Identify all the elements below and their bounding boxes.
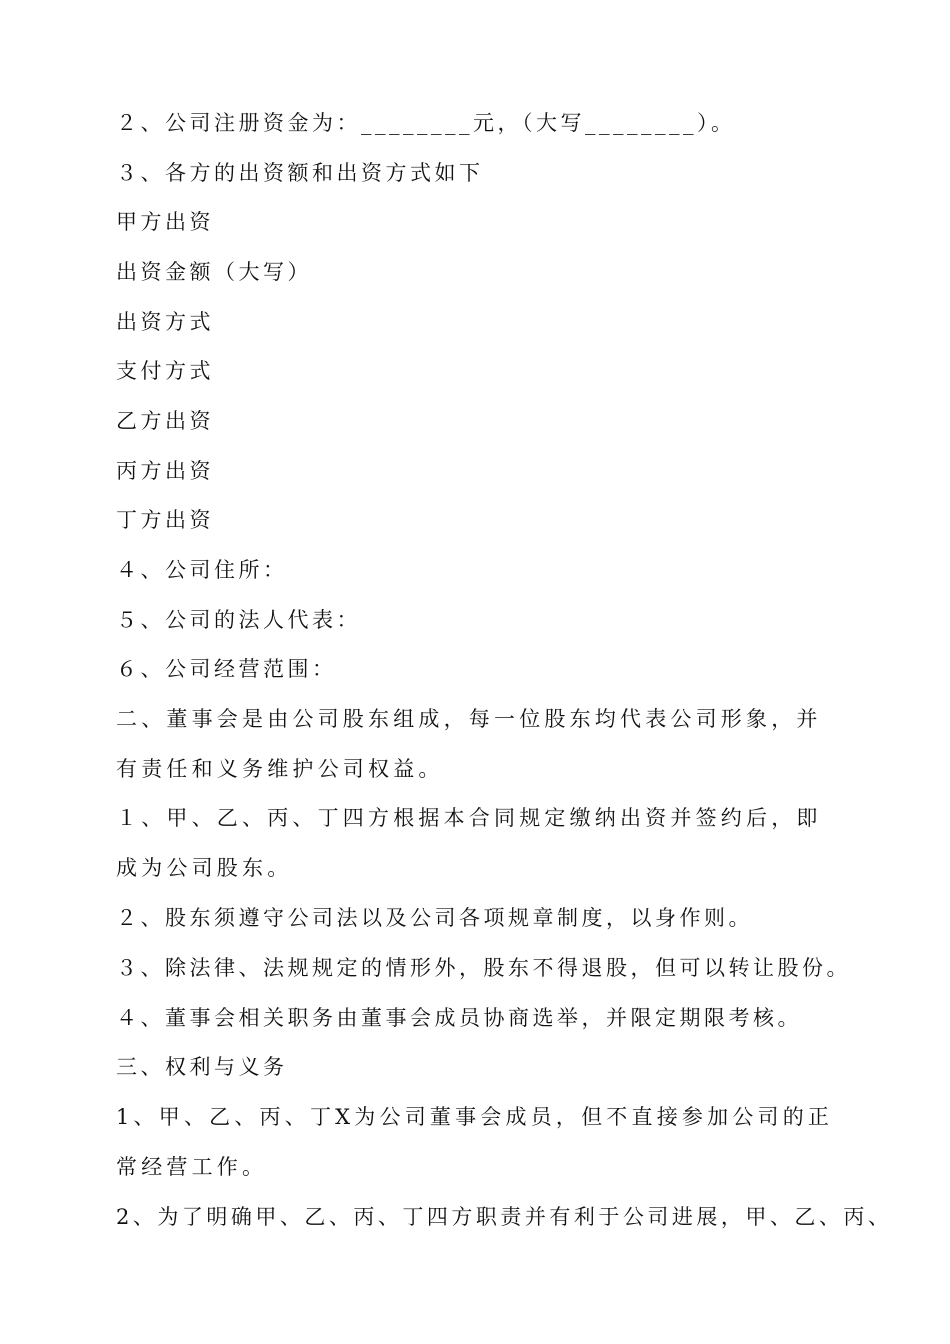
clause-board-election: ４、董事会相关职务由董事会成员协商选举，并限定期限考核。 <box>116 1006 802 1030</box>
payment-method-label: 支付方式 <box>116 359 214 383</box>
clause-contribution-method: ３、各方的出资额和出资方式如下 <box>116 161 484 185</box>
clause-shareholder-compliance: ２、股东须遵守公司法以及公司各项规章制度，以身作则。 <box>116 906 753 930</box>
clause-responsibilities: 2、为了明确甲、乙、丙、丁四方职责并有利于公司进展，甲、乙、丙、 <box>116 1205 893 1229</box>
section-two-board: 二、董事会是由公司股东组成，每一位股东均代表公司形象，并有责任和义务维护公司权益。 <box>116 707 822 781</box>
section-three-rights: 三、权利与义务 <box>116 1055 288 1079</box>
contribution-amount-label: 出资金额（大写） <box>116 260 312 284</box>
clause-legal-representative: ５、公司的法人代表： <box>116 608 361 632</box>
party-b-contribution: 乙方出资 <box>116 409 214 433</box>
clause-shareholder-eligibility: １、甲、乙、丙、丁四方根据本合同规定缴纳出资并签约后，即成为公司股东。 <box>116 806 822 880</box>
clause-business-scope: ６、公司经营范围： <box>116 657 337 681</box>
clause-share-withdrawal: ３、除法律、法规规定的情形外，股东不得退股，但可以转让股份。 <box>116 956 851 980</box>
clause-board-members: 1、甲、乙、丙、丁X为公司董事会成员，但不直接参加公司的正常经营工作。 <box>116 1105 834 1179</box>
party-c-contribution: 丙方出资 <box>116 459 214 483</box>
clause-company-address: ４、公司住所： <box>116 558 288 582</box>
party-a-contribution: 甲方出资 <box>116 210 214 234</box>
party-d-contribution: 丁方出资 <box>116 508 214 532</box>
contribution-form-label: 出资方式 <box>116 310 214 334</box>
clause-registered-capital: ２、公司注册资金为：________元，（大写________）。 <box>116 111 736 135</box>
